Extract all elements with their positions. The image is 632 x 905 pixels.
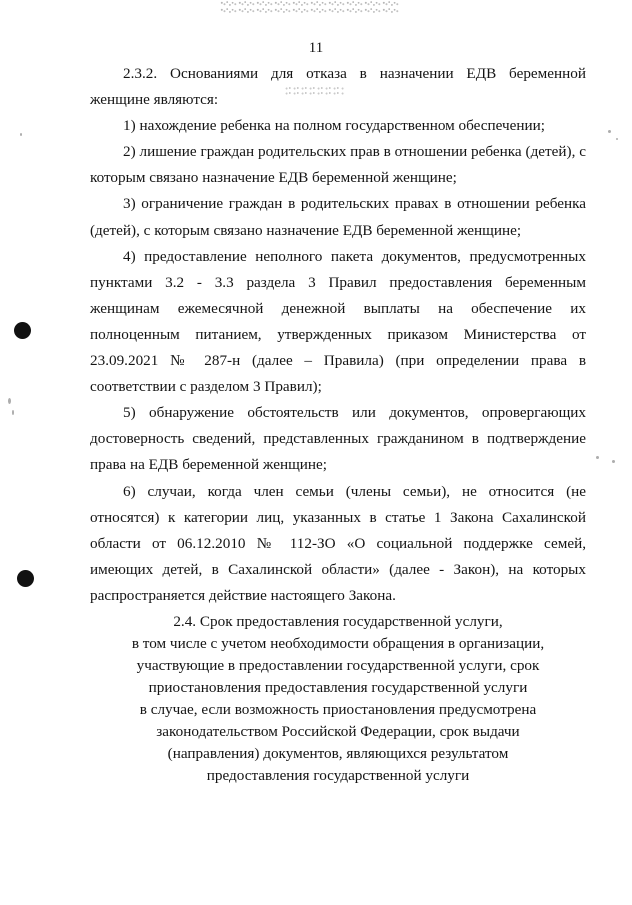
section-title-line: участвующие в предоставлении государственной услуги, срок — [136, 657, 540, 674]
scan-speck — [8, 398, 11, 404]
scan-speck — [612, 460, 615, 463]
paragraph-item-1: 1) нахождение ребенка на полном государственном обеспечении; — [123, 117, 546, 135]
body-text — [90, 61, 586, 609]
section-title-line: законодательством Российской Федерации, срок выдачи — [156, 723, 520, 740]
scan-speck — [20, 133, 22, 136]
section-title-line: предоставления государственной услуги — [206, 767, 470, 784]
paragraph-2-3-2: 2.3.2. Основаниями для отказа в назначении ЕДВ беременной женщине являются: — [90, 65, 586, 109]
paragraph-item-4: 4) предоставление неполного пакета документов, предусмотренных пунктами 3.2 - 3.3 раздела 3 Правил предоставления беременным женщинам ежемесячной денежной выплаты на обеспечение их полноценным питанием, утвержденных приказом Министерства от 23.09.2021 № 287-н (далее – Правила) (при определении права в соответствии с разделом 3 Правил); — [90, 247, 586, 396]
scan-noise — [220, 0, 400, 14]
paragraph-item-5: 5) обнаружение обстоятельств или документов, опровергающих достоверность сведений, представленных гражданином в подтверждение права на ЕДВ беременной женщине; — [90, 404, 586, 474]
section-title-line: 2.4. Срок предоставления государственной услуги, — [173, 613, 503, 630]
scan-speck — [608, 130, 611, 133]
paragraph-item-2: 2) лишение граждан родительских прав в отношении ребенка (детей), с которым связано назначение ЕДВ беременной женщине; — [90, 143, 586, 187]
scan-speck — [616, 138, 618, 140]
section-title-line: (направления) документов, являющихся результатом — [167, 745, 509, 762]
section-title-line: в том числе с учетом необходимости обращения в организации, — [131, 635, 545, 652]
punch-hole — [14, 322, 31, 339]
punch-hole — [17, 570, 34, 587]
section-title-line: в случае, если возможность приостановления предусмотрена — [139, 701, 537, 718]
section-title-2-4 — [90, 611, 586, 787]
scan-speck — [596, 456, 599, 459]
scan-speck — [12, 410, 14, 415]
paragraph-item-3: 3) ограничение граждан в родительских правах в отношении ребенка (детей), с которым связано назначение ЕДВ беременной женщине; — [90, 195, 586, 239]
paragraph-item-6: 6) случаи, когда член семьи (члены семьи), не относится (не относятся) к категории лиц, указанных в статье 1 Закона Сахалинской области от 06.12.2010 № 112-ЗО «О социальной поддержке семей, имеющих детей, в Сахалинской области» (далее - Закон), на которых распространяется действие настоящего Закона. — [90, 482, 586, 604]
page-number: 11 — [308, 40, 324, 56]
section-title-line: приостановления предоставления государственной услуги — [148, 679, 528, 696]
